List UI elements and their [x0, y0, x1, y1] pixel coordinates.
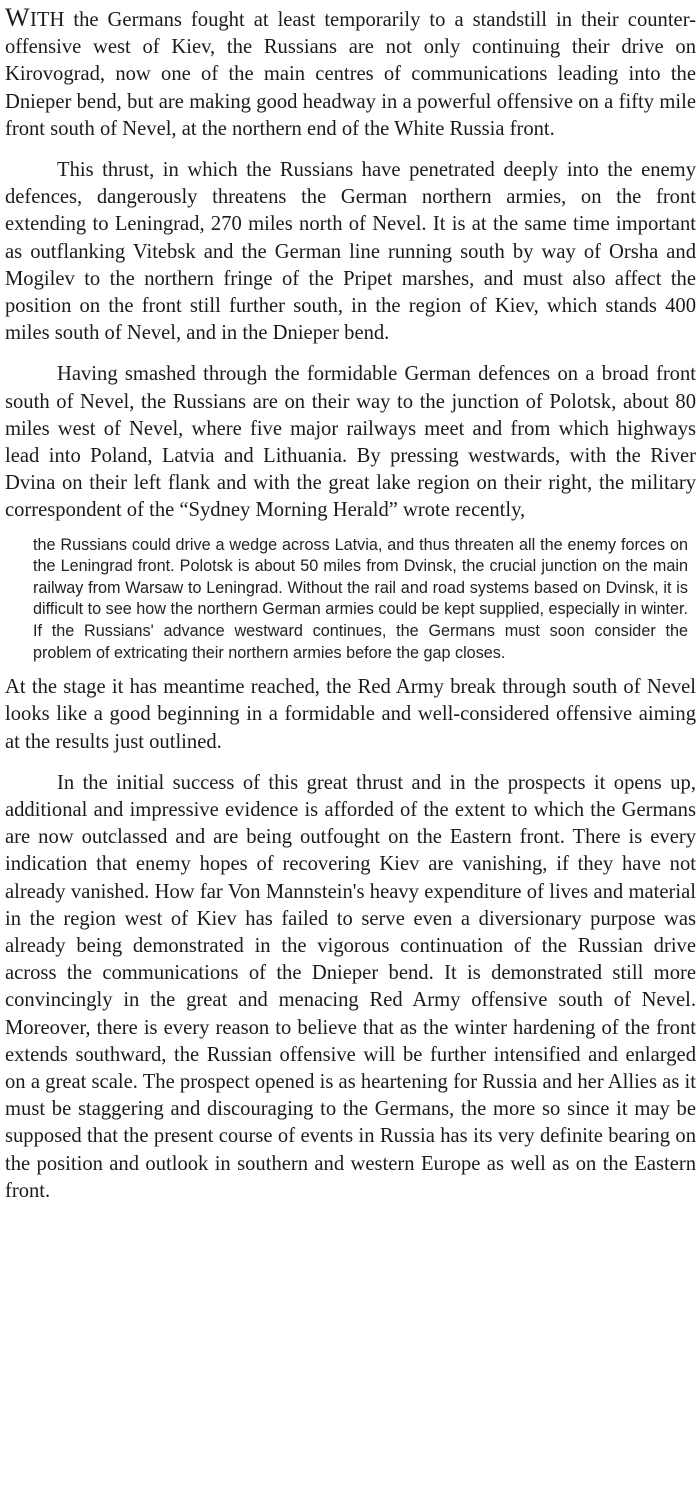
paragraph-2: This thrust, in which the Russians have penetrated deeply into the enemy defences, dangerously threatens the German northern armies, on the front extending to Leningrad, 270 miles north of Nevel. It is at the same time important as outflanking Vitebsk and the German line running south by way of Orsha and Mogilev to the northern fringe of the Pripet marshes, and must also affect the position on the front still further south, in the region of Kiev, which stands 400 miles south of Nevel, and in the Dnieper bend. [5, 159, 696, 345]
paragraph-3: Having smashed through the formidable German defences on a broad front south of Nevel, the Russians are on their way to the junction of Polotsk, about 80 miles west of Nevel, where five major railways meet and from which highways lead into Poland, Latvia and Lithuania. By pressing westwards, with the River Dvina on their left flank and with the great lake region on their right, the military correspondent of the “Sydney Morning Herald” wrote recently, [5, 363, 696, 522]
paragraph-1-text: ITH the Germans fought at least temporarily to a standstill in their counter-offensive west of Kiev, the Russians are not only continuing their drive on Kirovograd, now one of the main centres of communications leading into the Dnieper bend, but are making good headway in a powerful offensive on a fifty mile front south of Nevel, at the northern end of the White Russia front. [5, 9, 696, 140]
initial-letter: W [5, 3, 31, 32]
paragraph-4: At the stage it has meantime reached, the Red Army break through south of Nevel looks like a good beginning in a formidable and well-considered offensive aiming at the results just outlined. [5, 676, 696, 753]
block-quote: the Russians could drive a wedge across Latvia, and thus threaten all the enemy forces on the Leningrad front. Polotsk is about 50 miles from Dvinsk, the crucial junction on the main railway from Warsaw to Leningrad. Without the rail and road systems based on Dvinsk, it is difficult to see how the northern German armies could be kept supplied, especially in winter. If the Russians' advance westward continues, the Germans must soon consider the problem of extricating their northern armies before the gap closes. [33, 535, 688, 662]
paragraph-1 [5, 4, 696, 143]
paragraph-5: In the initial success of this great thrust and in the prospects it opens up, additional and impressive evidence is afforded of the extent to which the Germans are now outclassed and are being outfought on the Eastern front. There is every indication that enemy hopes of recovering Kiev are vanishing, if they have not already vanished. How far Von Mannstein's heavy expenditure of lives and material in the region west of Kiev has failed to serve even a diversionary purpose was already being demonstrated in the vigorous continuation of the Russian drive across the communications of the Dnieper bend. It is demonstrated still more convincingly in the great and menacing Red Army offensive south of Nevel. Moreover, there is every reason to believe that as the winter hardening of the front extends southward, the Russian offensive will be further intensified and enlarged on a great scale. The prospect opened is as heartening for Russia and her Allies as it must be staggering and discouraging to the Germans, the more so since it may be supposed that the present course of events in Russia has its very definite bearing on the position and outlook in southern and western Europe as well as on the Eastern front. [5, 771, 696, 1202]
